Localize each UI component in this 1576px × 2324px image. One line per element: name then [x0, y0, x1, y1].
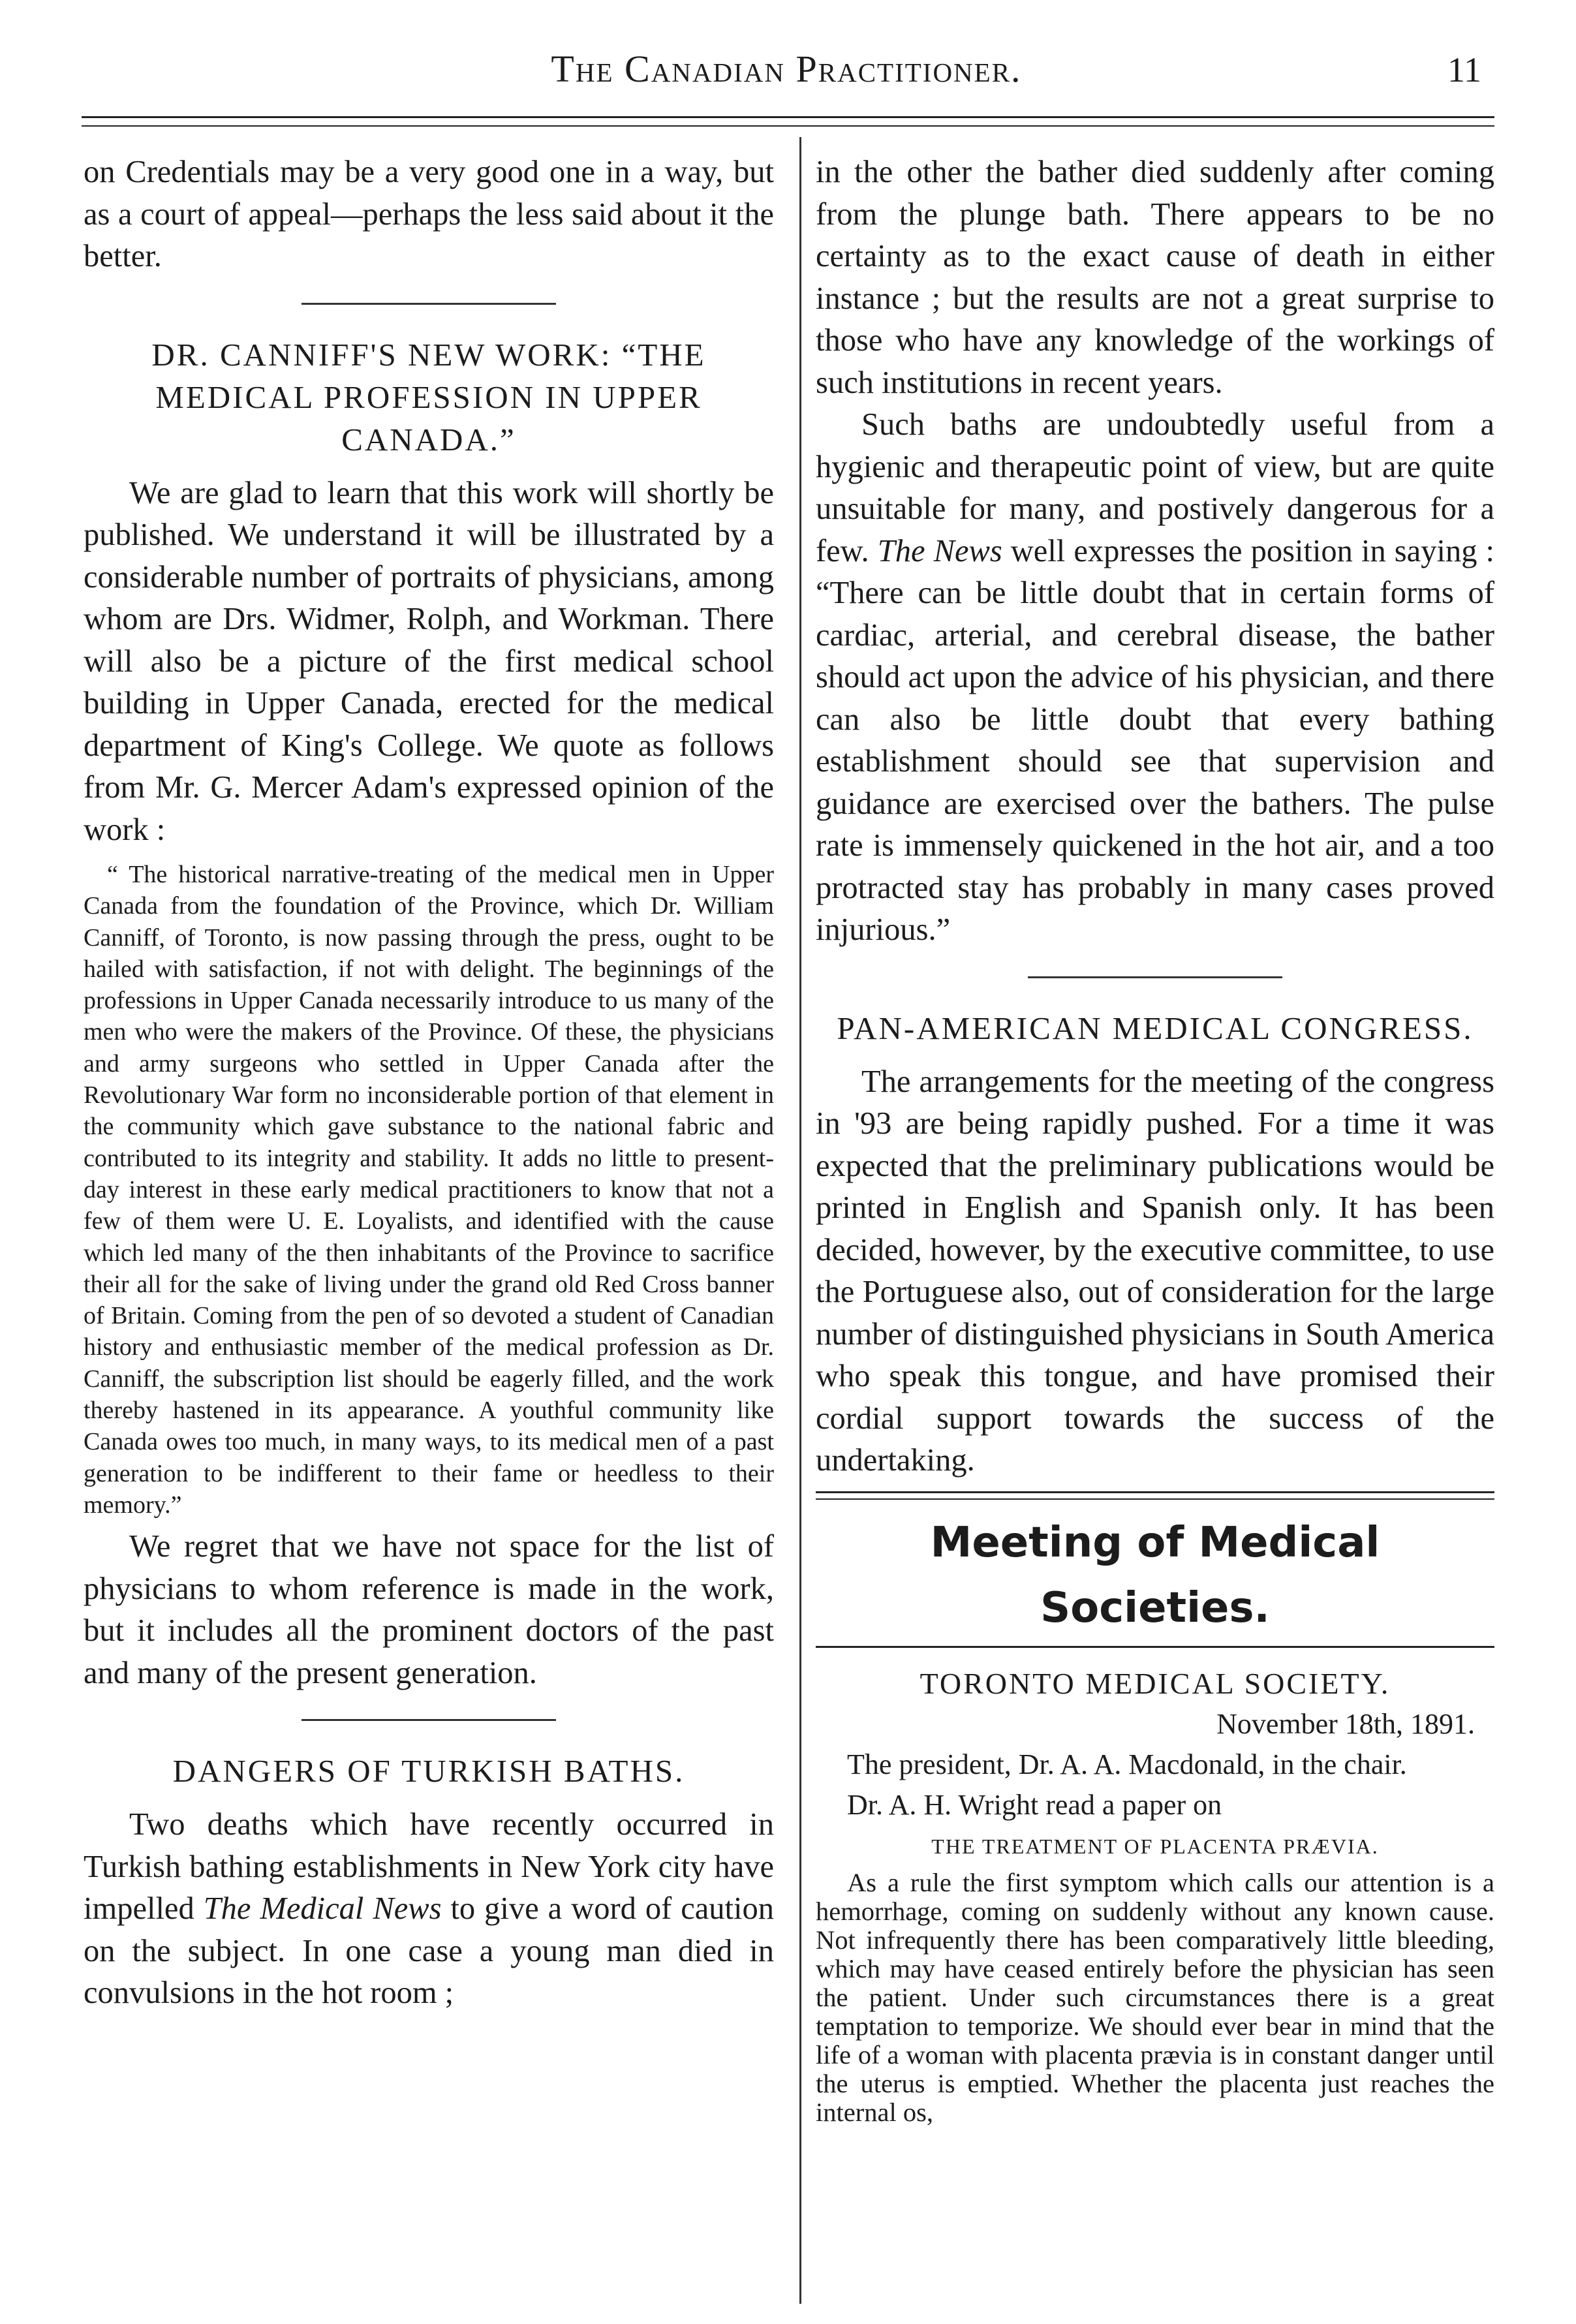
canniff-closing-paragraph: We regret that we have not space for the list of physicians to whom reference is made in the work, but it includes all the prominent doctors of the past and many of the present generation. — [84, 1529, 774, 1690]
turkish-para2-end: well expresses the position in saying : “There can be little doubt that in certain forms of cardiac, arterial, and cerebral disease, the bather should act upon the advice of his physician, and there can also be little doubt that every bathing establishment should see that supervision and guidance are exercised over the bathers. The pulse rate is immensely quickened in the hot air, and a too protracted stay has probably in many cases proved injurious.” — [816, 533, 1494, 947]
banner-rule-top — [816, 1491, 1494, 1493]
turkish-baths-continuation: in the other the bather died suddenly after coming from the plunge bath. There appears to be no certainty as to the exact cause of death in either instance ; but the results are not a great surprise to those who have any knowledge of the workings of such institutions in recent years. — [816, 155, 1494, 400]
canniff-heading: DR. CANNIFF'S NEW WORK: “THE MEDICAL PROFESSION IN UPPER CANADA.” — [151, 336, 706, 457]
journal-title-medical-news: The Medical News — [203, 1891, 442, 1927]
meeting-date: November 18th, 1891. — [1216, 1707, 1475, 1740]
page-number: 11 — [1447, 50, 1481, 89]
right-column — [816, 151, 1494, 2127]
header-rule-bottom — [82, 125, 1494, 127]
paper-title: THE TREATMENT OF PLACENTA PRÆVIA. — [931, 1834, 1379, 1858]
canniff-paragraph: We are glad to learn that this work will shortly be published. We understand it will be illustrated by a considerable number of portraits of physicians, among whom are Drs. Widmer, Rolph, and Workman. There will also be a picture of the first medical school building in Upper Canada, erected for the medical department of King's College. We quote as follows from Mr. G. Mercer Adam's expressed opinion of the work : — [84, 475, 774, 847]
left-column — [84, 151, 774, 2015]
toronto-society-heading: TORONTO MEDICAL SOCIETY. — [919, 1666, 1391, 1700]
banner-rule-top-2 — [816, 1498, 1494, 1500]
section-divider — [301, 303, 556, 305]
banner-rule-bottom — [816, 1646, 1494, 1648]
chair-line: The president, Dr. A. A. Macdonald, in the chair. — [847, 1748, 1407, 1780]
turkish-para2-start: Such baths are undoubtedly useful from a hygienic and therapeutic point of view, but are quite unsuitable for many, and postively dangerous for a few. — [816, 407, 1494, 568]
pan-american-paragraph: The arrangements for the meeting of the congress in '93 are being rapidly pushed. For a time it was expected that the preliminary publications would be printed in English and Spanish only. It has been decided, however, by the executive committee, to use the Portuguese also, out of consideration for the large number of distinguished physicians in South America who speak this tongue, and have promised their cordial support towards the success of the undertaking. — [816, 1064, 1494, 1478]
journal-title-news: The News — [877, 533, 1002, 568]
turkish-baths-paragraph-2 — [816, 404, 1494, 952]
canniff-quotation: “ The historical narrative-treating of the medical men in Upper Canada from the foundation of the Province, which Dr. William Canniff, of Toronto, is now passing through the press, ought to be hailed with satisfaction, if not with delight. The beginnings of the professions in Upper Canada necessarily introduce to us many of the men who were the makers of the Province. Of these, the physicians and army surgeons who settled in Upper Canada after the Revolutionary War form no inconsiderable portion of that element in the community which gave substance to the national fabric and contributed to its integrity and stability. It adds no little to present-day interest in these early medical practitioners to know that not a few of them were U. E. Loyalists, and identified with the cause which led many of the then inhabitants of the Province to sacrifice their all for the sake of living under the grand old Red Cross banner of Britain. Coming from the pen of so devoted a student of Canadian history and enthusiastic member of the medical profession as Dr. Canniff, the subscription list should be eagerly filled, and the work thereby hastened in its appearance. A youthful community like Canada owes too much, in many ways, to its medical men of a past generation to be indifferent to their fame or heedless to their memory.” — [84, 861, 774, 1519]
header-rule-top — [82, 116, 1494, 118]
medical-societies-banner: Meeting of Medical Societies. — [930, 1518, 1380, 1632]
section-divider — [301, 1719, 556, 1721]
running-head — [78, 47, 1494, 99]
pan-american-heading: PAN-AMERICAN MEDICAL CONGRESS. — [837, 1010, 1474, 1046]
paper-reader-line: Dr. A. H. Wright read a paper on — [847, 1788, 1222, 1821]
column-divider — [799, 137, 801, 2304]
section-divider — [1028, 976, 1282, 978]
placenta-paragraph: As a rule the first symptom which calls our attention is a hemorrhage, coming on suddenly without any known cause. Not infrequently there has been comparatively little bleeding, which may have ceased entirely before the physician has seen the patient. Under such circumstances there is a great temptation to temporize. We should ever bear in mind that the life of a woman with placenta prævia is in constant danger until the uterus is emptied. Whether the placenta just reaches the internal os, — [816, 1867, 1494, 2127]
turkish-baths-paragraph — [84, 1804, 774, 2015]
turkish-baths-heading: DANGERS OF TURKISH BATHS. — [172, 1753, 685, 1789]
running-title: The Canadian Practitioner. — [551, 48, 1022, 90]
turkish-text-start: Two deaths which have recently occurred in Turkish bathing establishments in New York city have impelled — [84, 1807, 774, 1927]
credentials-continuation: on Credentials may be a very good one in a way, but as a court of appeal—perhaps the less said about it the better. — [84, 155, 774, 273]
turkish-text-end: to give a word of caution on the subject. In one case a young man died in convulsions in the hot room ; — [84, 1891, 774, 2011]
